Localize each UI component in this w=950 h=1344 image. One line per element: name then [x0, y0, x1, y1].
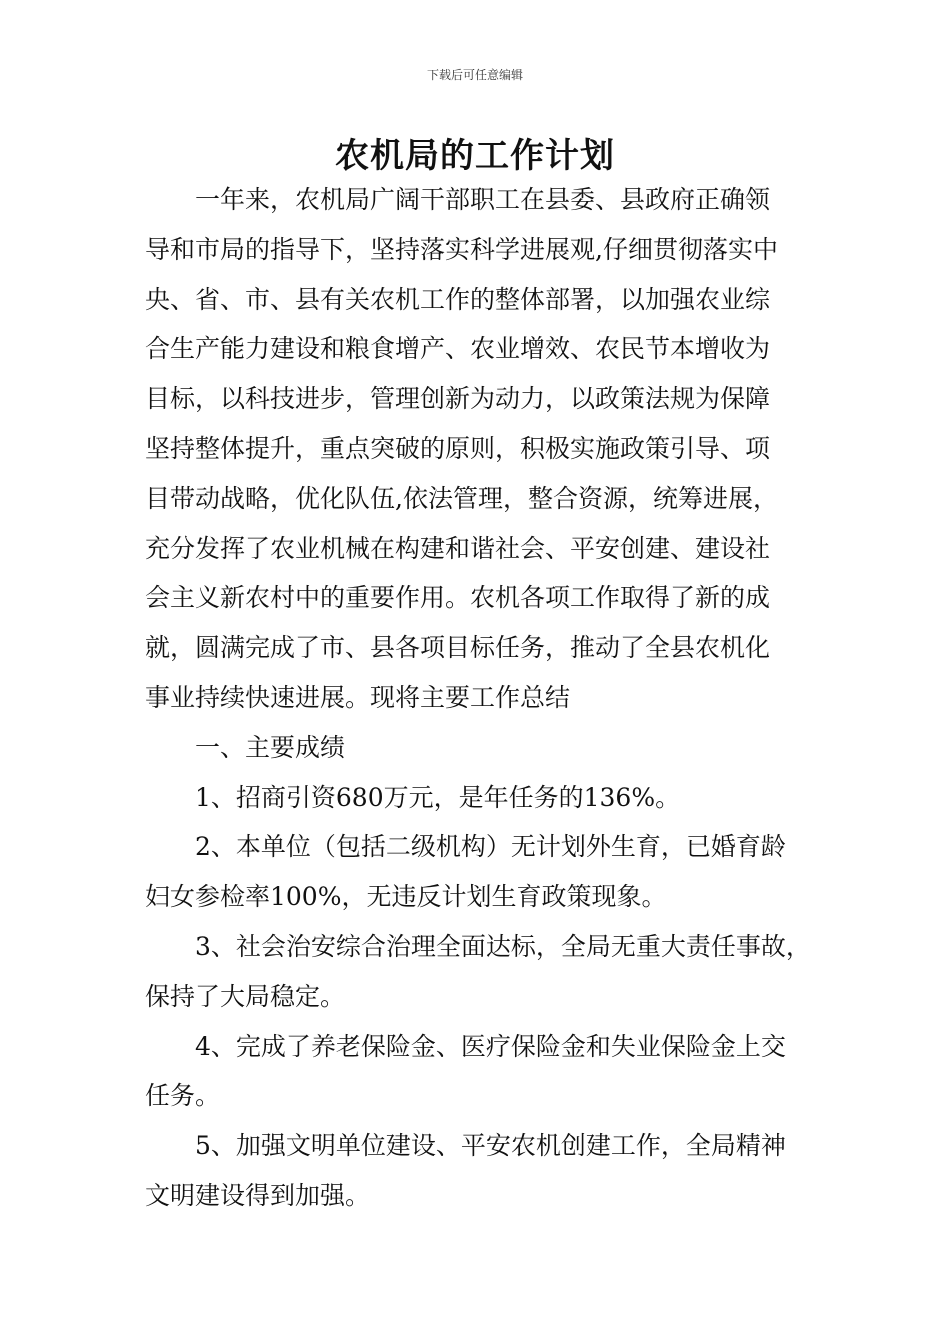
text-line: 一年来，农机局广阔干部职工在县委、县政府正确领 [195, 185, 771, 214]
text-line: 4、完成了养老保险金、医疗保险金和失业保险金上交 [195, 1031, 786, 1061]
section-heading [145, 723, 813, 773]
text-line: 文明建设得到加强。 [145, 1180, 371, 1210]
text-line: 1、招商引资680万元，是年任务的136%。 [195, 782, 681, 812]
text-line: 2、本单位（包括二级机构）无计划外生育，已婚育龄 [195, 832, 786, 862]
text-line: 一、主要成绩 [195, 732, 346, 762]
intro-paragraph [145, 175, 813, 723]
text-line: 3、社会治安综合治理全面达标，全局无重大责任事故， [195, 931, 811, 961]
header-note: 下载后可任意编辑 [426, 68, 523, 82]
text-line: 会主义新农村中的重要作用。农机各项工作取得了新的成 [145, 583, 771, 613]
text-line: 央、省、市、县有关农机工作的整体部署，以加强农业综 [145, 284, 771, 314]
list-item [145, 822, 813, 922]
text-line: 5、加强文明单位建设、平安农机创建工作，全局精神 [195, 1131, 786, 1161]
list-item [145, 922, 813, 1022]
text-line: 妇女参检率100%，无违反计划生育政策现象。 [145, 882, 667, 912]
text-line: 合生产能力建设和粮食增产、农业增效、农民节本增收为 [145, 334, 771, 364]
text-line: 就，圆满完成了市、县各项目标任务，推动了全县农机化 [145, 633, 771, 663]
list-item [145, 1022, 813, 1122]
document-body [145, 175, 813, 1221]
text-line: 事业持续快速进展。现将主要工作总结 [145, 682, 571, 712]
text-line: 充分发挥了农业机械在构建和谐社会、平安创建、建设社 [145, 533, 771, 563]
text-line: 导和市局的指导下，坚持落实科学进展观,仔细贯彻落实中 [145, 234, 778, 264]
list-item [145, 773, 813, 823]
list-item [145, 1121, 813, 1221]
page-title: 农机局的工作计划 [335, 136, 615, 176]
text-line: 目标，以科技进步，管理创新为动力，以政策法规为保障 [145, 384, 771, 414]
text-line: 坚持整体提升，重点突破的原则，积极实施政策引导、项 [145, 433, 771, 463]
text-line: 目带动战略，优化队伍,依法管理，整合资源，统筹进展， [145, 483, 778, 513]
text-line: 保持了大局稳定。 [145, 981, 346, 1011]
text-line: 任务。 [145, 1081, 221, 1111]
